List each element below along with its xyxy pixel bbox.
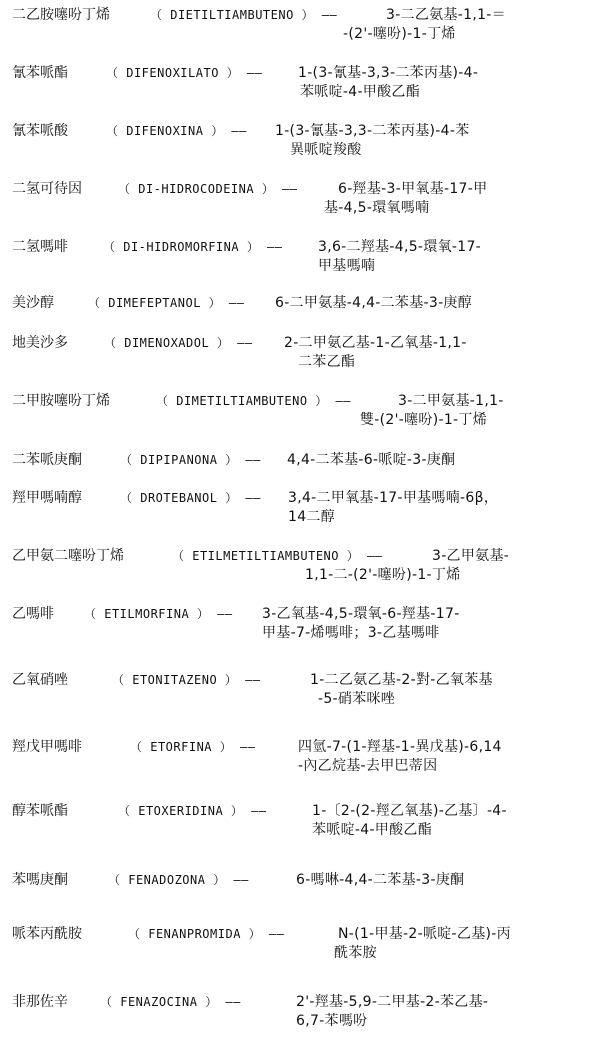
entry-description-continued: -5-硝苯咪唑	[318, 691, 396, 707]
entry-name: 非那佐辛	[12, 994, 68, 1010]
entry-latin-name: （ ETILMORFINA ） ——	[84, 607, 233, 621]
entry-name: 羥戊甲嗎啡	[12, 739, 82, 755]
entry-description: 6-二甲氨基-4,4-二苯基-3-庚醇	[275, 295, 473, 311]
entry-description: 3,4-二甲氧基-17-甲基嗎喃-6β，	[288, 490, 499, 506]
entry-name: 醇苯哌酯	[12, 803, 68, 819]
entry-description-continued: 苯哌啶-4-甲酸乙酯	[300, 84, 421, 100]
entry-latin-name: （ DI-HIDROCODEINA ） ——	[118, 182, 298, 196]
entry-name: 二氢可待因	[12, 181, 82, 197]
entry-description-continued: 雙-(2'-噻吩)-1-丁烯	[360, 412, 487, 428]
entry-description: 四氫-7-(1-羥基-1-異戊基)-6,14	[298, 739, 502, 755]
entry-description-continued: 甲基嗎喃	[318, 258, 376, 274]
entry-name: 美沙醇	[12, 295, 54, 311]
entry-description: 3-乙氧基-4,5-環氧-6-羥基-17-	[262, 606, 460, 622]
entry-name: 乙甲氨二噻吩丁烯	[12, 548, 124, 564]
entry-latin-name: （ DIMENOXADOL ） ——	[104, 336, 253, 350]
entry-description: 1-(3-氰基-3,3-二苯丙基)-4-	[298, 65, 479, 81]
entry-description: 6-羥基-3-甲氧基-17-甲	[338, 181, 488, 197]
entry-name: 乙嗎啡	[12, 606, 54, 622]
entry-description: 6-嗎啉-4,4-二苯基-3-庚酮	[296, 872, 465, 888]
entry-name: 二氢嗎啡	[12, 239, 68, 255]
entry-description-continued: -內乙烷基-去甲巴蒂因	[298, 758, 438, 774]
entry-description-continued: 苯哌啶-4-甲酸乙酯	[312, 822, 433, 838]
entry-description: 3,6-二羥基-4,5-環氧-17-	[318, 239, 482, 255]
entry-description: 3-二甲氨基-1,1-	[398, 393, 504, 409]
entry-description-continued: 酰苯胺	[334, 945, 377, 961]
entry-latin-name: （ DIETILTIAMBUTENO ） ——	[150, 8, 338, 22]
entry-latin-name: （ FENADOZONA ） ——	[108, 873, 249, 887]
entry-latin-name: （ DI-HIDROMORFINA ） ——	[103, 240, 283, 254]
entry-description: 4,4-二苯基-6-哌啶-3-庚酮	[287, 452, 456, 468]
entry-description: 3-二乙氨基-1,1-＝	[386, 7, 506, 23]
entry-name: 地美沙多	[12, 335, 68, 351]
entry-description: 3-乙甲氨基-	[432, 548, 510, 564]
entry-description-continued: 14二醇	[288, 509, 336, 525]
entry-name: 乙氧硝唑	[12, 672, 68, 688]
entry-description-continued: 異哌啶羧酸	[290, 142, 362, 158]
entry-description: 1-〔2-(2-羥乙氧基)-乙基〕-4-	[312, 803, 507, 819]
entry-latin-name: （ DIMEFEPTANOL ） ——	[88, 296, 245, 310]
entry-description: 1-二乙氨乙基-2-對-乙氧苯基	[310, 672, 493, 688]
entry-description: 1-(3-氰基-3,3-二苯丙基)-4-苯	[275, 123, 470, 139]
entry-name: 哌苯丙酰胺	[12, 926, 82, 942]
entry-description-continued: 1,1-二-(2'-噻吩)-1-丁烯	[305, 567, 461, 583]
entry-latin-name: （ ETONITAZENO ） ——	[112, 673, 261, 687]
entry-description-continued: 基-4,5-環氧嗎喃	[324, 200, 430, 216]
entry-description: N-(1-甲基-2-哌啶-乙基)-丙	[338, 926, 511, 942]
entry-latin-name: （ ETILMETILTIAMBUTENO ） ——	[172, 549, 383, 563]
entry-name: 二苯哌庚酮	[12, 452, 82, 468]
entry-description-continued: -(2'-噻吩)-1-丁烯	[343, 26, 456, 42]
entry-latin-name: （ FENAZOCINA ） ——	[100, 995, 241, 1009]
entry-latin-name: （ DROTEBANOL ） ——	[120, 491, 261, 505]
entry-name: 氰苯哌酯	[12, 65, 68, 81]
entry-description: 2'-羥基-5,9-二甲基-2-苯乙基-	[296, 994, 489, 1010]
entry-latin-name: （ DIPIPANONA ） ——	[120, 453, 261, 467]
entry-latin-name: （ ETORFINA ） ——	[130, 740, 256, 754]
entry-name: 二乙胺噻吩丁烯	[12, 7, 110, 23]
entry-description: 2-二甲氨乙基-1-乙氧基-1,1-	[284, 335, 467, 351]
entry-latin-name: （ DIFENOXINA ） ——	[106, 124, 247, 138]
entry-name: 氰苯哌酸	[12, 123, 68, 139]
entry-description-continued: 二苯乙酯	[298, 354, 356, 370]
entry-name: 苯嗎庚酮	[12, 872, 68, 888]
entry-latin-name: （ ETOXERIDINA ） ——	[118, 804, 267, 818]
entry-description-continued: 6,7-苯嗎吩	[296, 1013, 368, 1029]
entry-name: 二甲胺噻吩丁烯	[12, 393, 110, 409]
entry-latin-name: （ FENANPROMIDA ） ——	[128, 927, 285, 941]
entry-description-continued: 甲基-7-烯嗎啡；3-乙基嗎啡	[262, 625, 440, 641]
entry-latin-name: （ DIMETILTIAMBUTENO ） ——	[156, 394, 351, 408]
entry-name: 羥甲嗎喃醇	[12, 490, 82, 506]
entry-latin-name: （ DIFENOXILATO ） ——	[106, 66, 263, 80]
